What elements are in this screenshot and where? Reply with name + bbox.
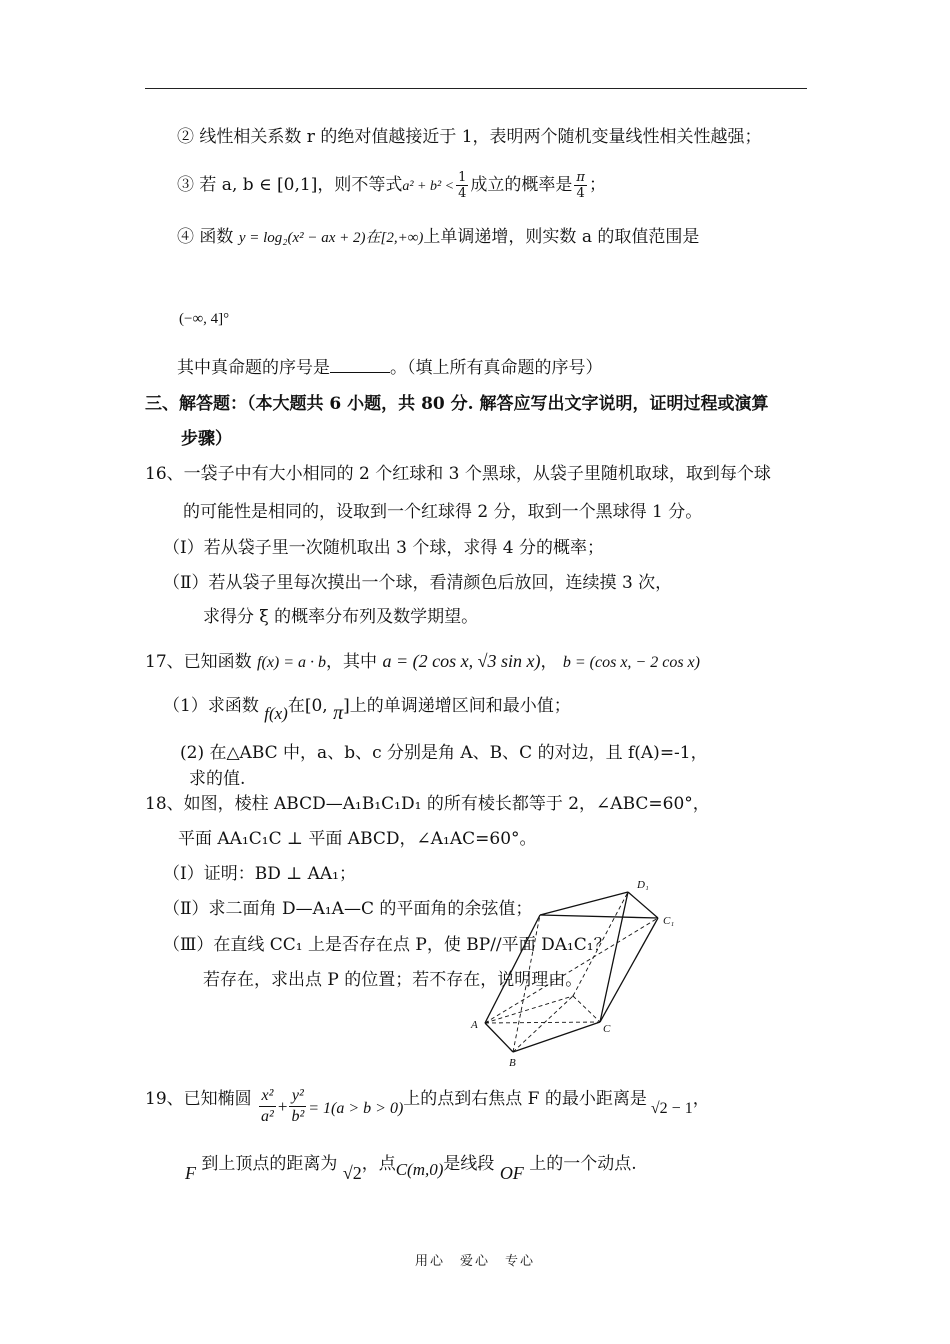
q19-text-a: 19、已知椭圆 xyxy=(145,1089,252,1109)
statement-4-text-b: 上单调递增，则实数 a 的取值范围是 xyxy=(423,227,700,247)
q19-comma: ， xyxy=(692,1089,710,1109)
q19-F: F xyxy=(185,1163,196,1183)
q18-part-2: （Ⅱ）求二面角 D—A₁A—C 的平面角的余弦值； xyxy=(163,899,533,919)
statement-2: ② 线性相关系数 r 的绝对值越接近于 1，表明两个随机变量线性相关性越强； xyxy=(177,127,762,147)
q19-text-d: ，点 xyxy=(361,1154,396,1174)
q18-line-1: 18、如图，棱柱 ABCD—A₁B₁C₁D₁ 的所有棱长都等于 2，∠ABC=60°， xyxy=(145,794,710,814)
label-C1: C₁ xyxy=(663,915,675,927)
statement-4-text-a: ④ 函数 xyxy=(177,227,234,247)
q19-text-f: 上的一个动点. xyxy=(529,1154,637,1174)
q17-part-1 xyxy=(163,694,571,724)
q18-part-3: （Ⅲ）在直线 CC₁ 上是否存在点 P，使 BP//平面 DA₁C₁？ xyxy=(163,935,611,955)
q19-plus: + xyxy=(277,1097,288,1116)
q18-part-1: （Ⅰ）证明：BD ⊥ AA₁； xyxy=(163,864,357,884)
fill-in-note: 。（填上所有真命题的序号） xyxy=(390,358,603,378)
q17-text-b: ，其中 xyxy=(326,652,378,672)
statement-3-text-a: ③ 若 a, b ∈ [0,1]，则不等式 xyxy=(177,175,403,195)
q17-part-2-cont: 求的值. xyxy=(189,769,246,789)
fill-in-prompt xyxy=(177,356,603,379)
q17-part-1-text-a: （1）求函数 xyxy=(163,696,259,716)
q19-text-c: 到上顶点的距离为 xyxy=(201,1154,338,1174)
frac-den: a² xyxy=(261,1108,274,1125)
prism-figure xyxy=(465,870,695,1070)
frac-num: π xyxy=(576,170,585,185)
q17-vector-a: a = (2 cos x, √3 sin x) xyxy=(382,651,541,671)
q17-text-a: 17、已知函数 xyxy=(145,652,252,672)
q19-text-b: 上的点到右焦点 F 的最小距离是 xyxy=(403,1089,647,1109)
label-C: C xyxy=(603,1023,611,1035)
q16-part-2-cont: 求得分 ξ 的概率分布列及数学期望。 xyxy=(203,607,479,627)
statement-4-function: y = log₂(x² − ax + 2)在[2,+∞) xyxy=(238,230,424,246)
label-A: A xyxy=(471,1019,478,1031)
answer-blank[interactable] xyxy=(330,356,390,373)
statement-4-range: (−∞, 4]° xyxy=(179,311,230,327)
frac-num: y² xyxy=(289,1086,306,1107)
q17-function: f(x) = a · b xyxy=(257,654,327,671)
q19-line-1 xyxy=(145,1088,710,1138)
frac-den: 4 xyxy=(576,186,585,201)
statement-4 xyxy=(177,226,699,249)
q19-sqrt2: √2 xyxy=(342,1163,362,1183)
q18-line-2: 平面 AA₁C₁C ⊥ 平面 ABCD，∠A₁AC=60°。 xyxy=(178,829,537,849)
label-B: B xyxy=(509,1057,516,1069)
fraction-y-b xyxy=(289,1086,306,1127)
q19-min-distance: √2 − 1 xyxy=(650,1100,693,1117)
frac-num: 1 xyxy=(458,170,467,185)
q19-point-C: C(m,0) xyxy=(395,1160,444,1179)
q16-line-1: 16、一袋子中有大小相同的 2 个红球和 3 个黑球，从袋子里随机取球，取到每个球 xyxy=(145,464,771,484)
q16-line-2: 的可能性是相同的，设取到一个红球得 2 分，取到一个黑球得 1 分。 xyxy=(183,502,703,522)
fill-in-text: 其中真命题的序号是 xyxy=(177,358,330,378)
statement-3 xyxy=(177,170,606,201)
fraction-pi-quarter xyxy=(574,170,587,201)
page-footer: 用心 爱心 专心 xyxy=(414,1254,535,1269)
frac-den: b² xyxy=(291,1108,305,1125)
header-rule xyxy=(145,88,807,89)
statement-3-end: ； xyxy=(588,175,606,195)
q19-text-e: 是线段 xyxy=(443,1154,495,1174)
q16-part-2: （Ⅱ）若从袋子里每次摸出一个球，看清颜色后放回，连续摸 3 次， xyxy=(163,573,673,593)
q17-part-1-fx: f(x) xyxy=(264,704,288,723)
q17-part-2: (2) 在△ABC 中，a、b、c 分别是角 A、B、C 的对边，且 f(A)=-1， xyxy=(180,743,708,763)
frac-den: 4 xyxy=(458,186,467,201)
q17-comma: ， xyxy=(540,652,558,672)
q17-part-1-pi: π xyxy=(333,702,344,724)
q16-part-1: （Ⅰ）若从袋子里一次随机取出 3 个球，求得 4 分的概率； xyxy=(163,538,604,558)
q17-vector-b: b = (cos x, − 2 cos x) xyxy=(562,654,700,671)
q19-segment-OF: OF xyxy=(499,1163,524,1183)
label-D1: D₁ xyxy=(637,879,649,891)
q19-line-2 xyxy=(185,1152,637,1192)
statement-3-inequality: a² + b² < xyxy=(402,179,455,194)
section-heading-cont: 步骤） xyxy=(181,429,232,449)
q17-part-1-text-c: ]上的单调递增区间和最小值； xyxy=(343,696,571,716)
q18-part-3-cont: 若存在，求出点 P 的位置；若不存在，说明理由。 xyxy=(203,970,583,990)
section-heading: 三、解答题：（本大题共 6 小题，共 80 分. 解答应写出文字说明，证明过程或演算 xyxy=(145,394,769,414)
fraction-x-a xyxy=(259,1086,276,1127)
q17-part-1-text-b: 在[0, xyxy=(287,696,328,716)
fraction-one-quarter xyxy=(456,170,468,201)
q19-condition: = 1(a > b > 0) xyxy=(308,1100,404,1117)
frac-num: x² xyxy=(259,1086,276,1107)
q17-line-1 xyxy=(145,650,700,674)
statement-3-text-b: 成立的概率是 xyxy=(470,175,573,195)
